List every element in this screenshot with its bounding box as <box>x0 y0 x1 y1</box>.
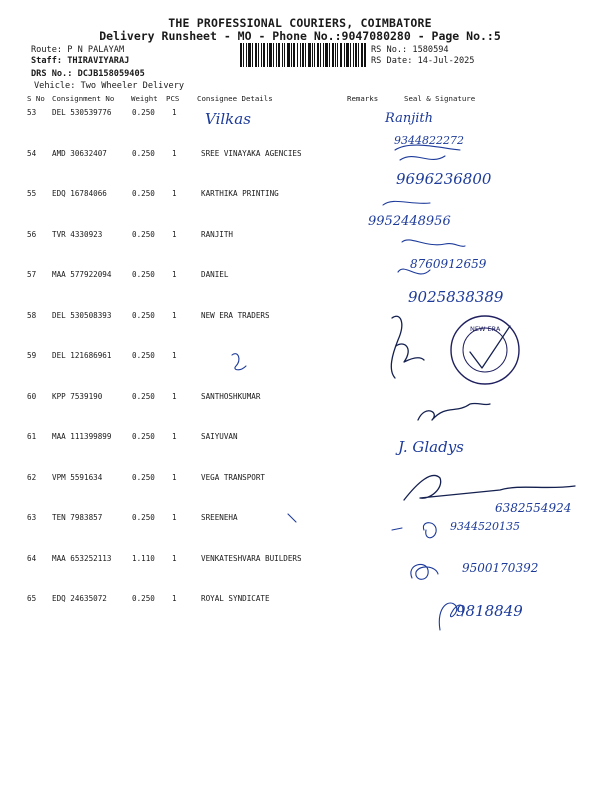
row-weight: 0.250 <box>132 472 155 482</box>
phone-note-8: 9500170392 <box>462 561 539 575</box>
phone-note-3: 9952448956 <box>368 214 451 229</box>
row-pcs: 1 <box>172 108 177 117</box>
row-consignment-no: TEN 7983857 <box>52 513 103 522</box>
row-weight: 1.110 <box>132 553 155 563</box>
staff-label: Staff: THIRAVIYARAJ <box>31 56 130 66</box>
row-sno: 55 <box>27 189 37 198</box>
row-consignment-no: EDQ 24635072 <box>52 594 107 603</box>
row-weight: 0.250 <box>132 148 155 158</box>
row-consignee: NEW ERA TRADERS <box>201 310 270 320</box>
dash-63 <box>392 528 402 530</box>
row-consignee: VENKATESHVARA BUILDERS <box>201 553 302 563</box>
company-title: THE PROFESSIONAL COURIERS, COIMBATORE <box>168 16 432 30</box>
row-consignee: SREE VINAYAKA AGENCIES <box>201 148 302 158</box>
row-pcs: 1 <box>172 270 177 279</box>
row-pcs: 1 <box>172 472 177 482</box>
signature-64 <box>411 564 438 579</box>
row-sno: 65 <box>27 594 37 603</box>
row-consignee: SANTHOSHKUMAR <box>201 391 261 401</box>
col-remarks: Remarks <box>347 94 379 103</box>
col-seal-signature: Seal & Signature <box>404 94 476 103</box>
signature-60 <box>418 403 490 420</box>
signature-61: J. Gladys <box>398 438 464 456</box>
row-sno: 60 <box>27 391 37 401</box>
signature-56 <box>402 240 465 247</box>
row-pcs: 1 <box>172 432 177 441</box>
row-consignment-no: AMD 30632407 <box>52 148 107 158</box>
signature-63 <box>423 523 436 538</box>
row-sno: 61 <box>27 432 37 441</box>
row-consignment-no: DEL 530539776 <box>52 108 112 117</box>
row-consignee: RANJITH <box>201 229 234 239</box>
phone-note-7: 9344520135 <box>450 520 520 533</box>
stamp-text: NEW ERA <box>470 325 501 333</box>
signature-58 <box>391 316 424 378</box>
row-consignee: KARTHIKA PRINTING <box>201 189 279 198</box>
row-sno: 53 <box>27 108 37 117</box>
row-sno: 56 <box>27 229 37 239</box>
row-sno: 58 <box>27 310 37 320</box>
row-consignment-no: MAA 653252113 <box>52 553 112 563</box>
company-stamp <box>451 316 519 384</box>
row-weight: 0.250 <box>132 391 155 401</box>
phone-note-6: 6382554924 <box>495 501 572 515</box>
row-consignee: DANIEL <box>201 270 229 279</box>
row-sno: 59 <box>27 351 37 360</box>
rs-number: RS No.: 1580594 <box>371 45 449 55</box>
signature-54 <box>395 145 460 160</box>
row-pcs: 1 <box>172 351 177 360</box>
rs-date: RS Date: 14-Jul-2025 <box>371 56 475 66</box>
runsheet-subtitle: Delivery Runsheet - MO - Phone No.:9047080280 - Page No.:5 <box>99 29 501 43</box>
phone-note-5: 9025838389 <box>408 288 504 306</box>
row-pcs: 1 <box>172 594 177 603</box>
row-consignment-no: DEL 530508393 <box>52 310 112 320</box>
handwritten-name-53: Vilkas <box>205 110 251 128</box>
row-pcs: 1 <box>172 513 177 522</box>
row-pcs: 1 <box>172 310 177 320</box>
phone-note-4: 8760912659 <box>410 257 487 271</box>
row-weight: 0.250 <box>132 594 155 603</box>
row-consignment-no: VPM 5591634 <box>52 472 103 482</box>
row-pcs: 1 <box>172 229 177 239</box>
vehicle-label: Vehicle: Two Wheeler Delivery <box>34 81 185 91</box>
route-label: Route: P N PALAYAM <box>31 45 125 55</box>
col-consignment: Consignment No <box>52 94 115 103</box>
row-consignment-no: TVR 4330923 <box>52 229 103 239</box>
phone-note-1: 9344822272 <box>394 134 464 147</box>
phone-note-9: 9818849 <box>456 602 523 620</box>
row-pcs: 1 <box>172 553 177 563</box>
row-weight: 0.250 <box>132 189 155 198</box>
signature-62 <box>404 475 575 500</box>
mark-59 <box>232 354 246 370</box>
row-pcs: 1 <box>172 189 177 198</box>
col-pcs: PCS <box>166 94 180 103</box>
row-sno: 63 <box>27 513 37 522</box>
row-weight: 0.250 <box>132 432 155 441</box>
row-weight: 0.250 <box>132 310 155 320</box>
row-consignment-no: DEL 121686961 <box>52 351 112 360</box>
mark-63 <box>288 514 296 522</box>
row-weight: 0.250 <box>132 270 155 279</box>
col-sno: S No <box>27 94 45 103</box>
signature-55 <box>383 201 430 205</box>
signature-53: Ranjith <box>385 111 433 126</box>
col-weight: Weight <box>131 94 158 103</box>
row-sno: 62 <box>27 472 37 482</box>
drs-label: DRS No.: DCJB158059405 <box>31 69 145 79</box>
col-consignee: Consignee Details <box>197 94 273 103</box>
row-sno: 54 <box>27 148 37 158</box>
phone-note-2: 9696236800 <box>396 170 492 188</box>
row-weight: 0.250 <box>132 513 155 522</box>
row-sno: 64 <box>27 553 37 563</box>
row-weight: 0.250 <box>132 108 155 117</box>
row-sno: 57 <box>27 270 37 279</box>
row-pcs: 1 <box>172 148 177 158</box>
row-consignee: SREENEHA <box>201 513 238 522</box>
row-consignee: ROYAL SYNDICATE <box>201 594 270 603</box>
row-consignee: SAIYUVAN <box>201 432 238 441</box>
row-consignee: VEGA TRANSPORT <box>201 472 266 482</box>
row-consignment-no: MAA 111399899 <box>52 432 112 441</box>
row-consignment-no: EDQ 16784066 <box>52 189 107 198</box>
row-consignment-no: KPP 7539190 <box>52 391 103 401</box>
row-consignment-no: MAA 577922094 <box>52 270 112 279</box>
row-pcs: 1 <box>172 391 177 401</box>
row-weight: 0.250 <box>132 351 155 360</box>
row-weight: 0.250 <box>132 229 155 239</box>
